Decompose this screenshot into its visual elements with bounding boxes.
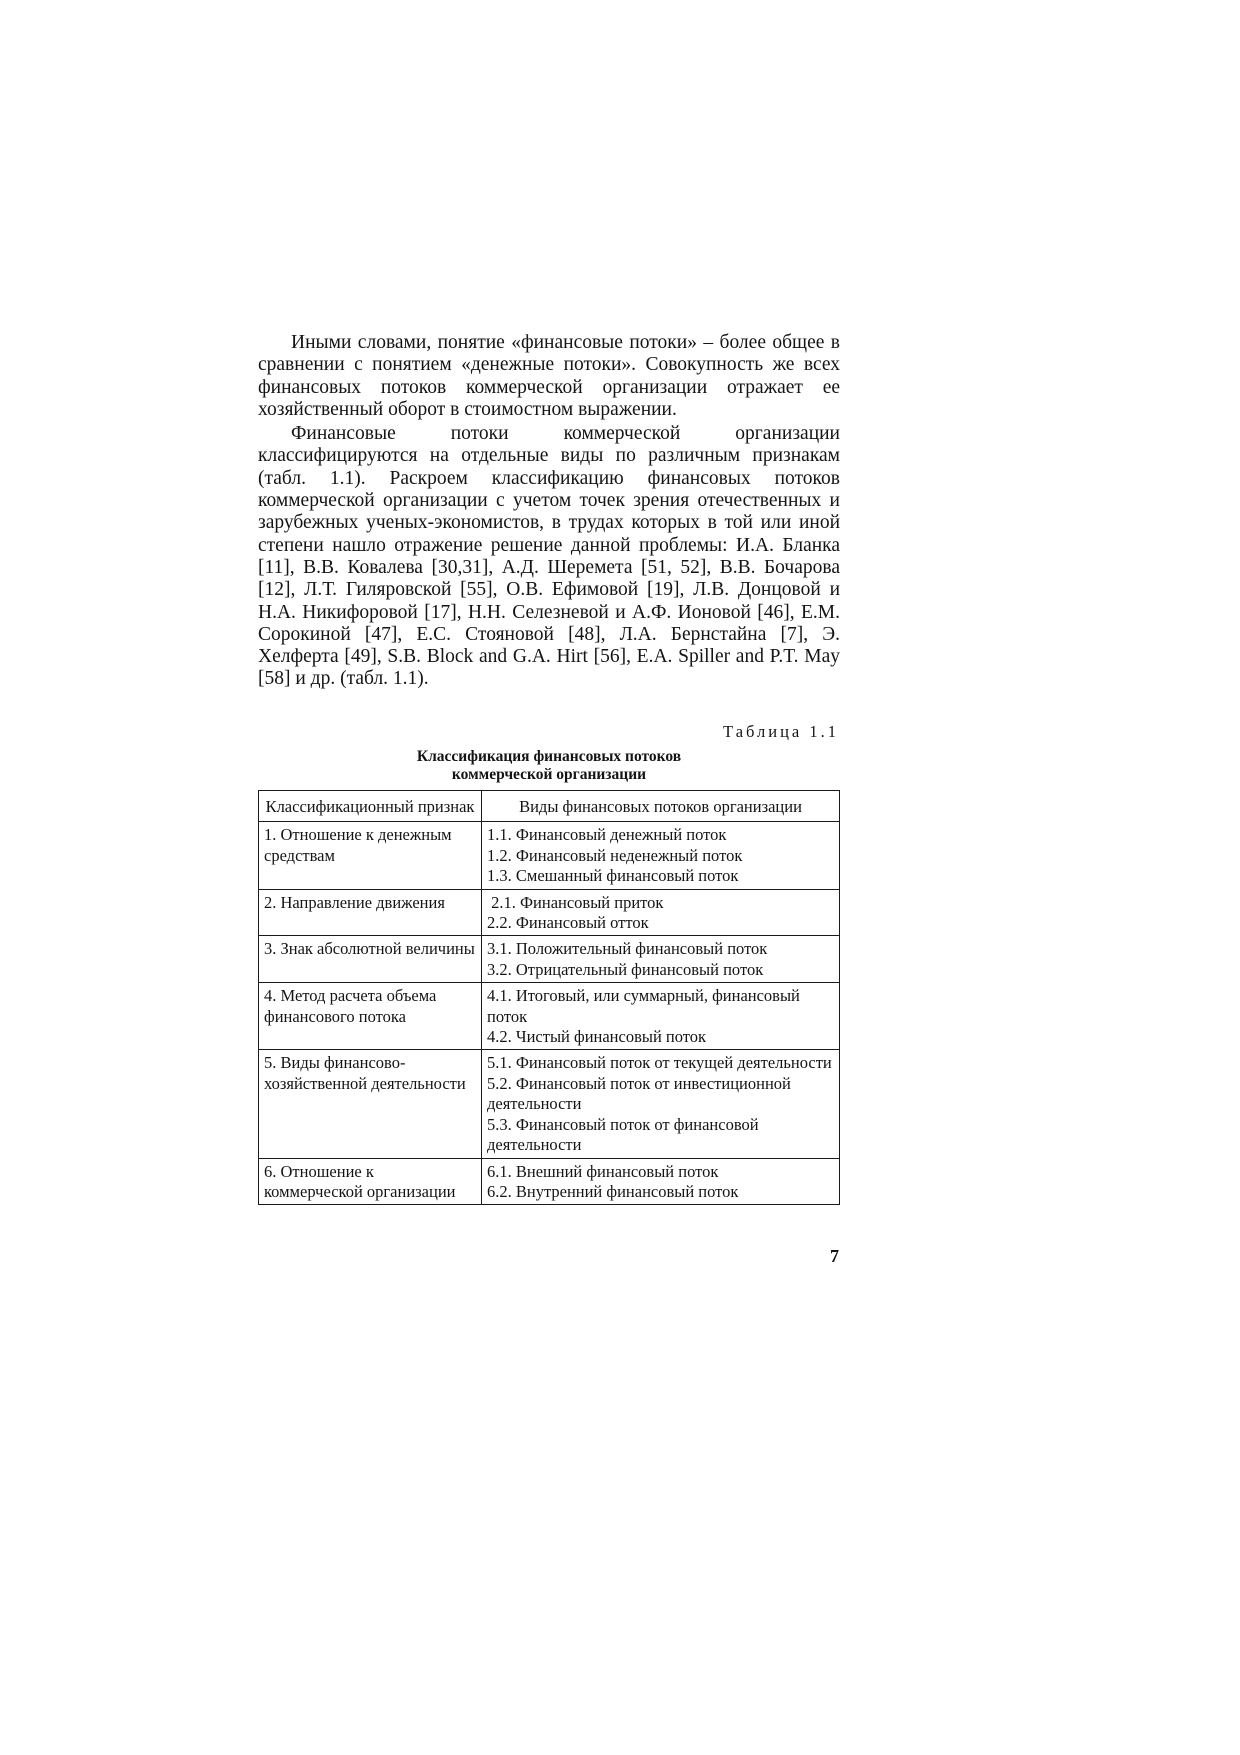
row-types bbox=[482, 889, 840, 936]
row-criterion: 3. Знак абсолютной величины bbox=[259, 936, 482, 983]
page-number: 7 bbox=[830, 1246, 839, 1266]
table-title-line-1: Классификация финансовых потоков bbox=[416, 748, 682, 765]
table-row bbox=[259, 1158, 840, 1205]
flow-type-item: 1.3. Смешанный финансовый поток bbox=[487, 866, 739, 886]
row-criterion: 5. Виды финансово-хозяйственной деятельности bbox=[259, 1050, 482, 1158]
table-row bbox=[259, 1050, 840, 1158]
row-types bbox=[482, 822, 840, 889]
flow-type-item: 5.2. Финансовый поток от инвестиционной деятельности bbox=[487, 1073, 791, 1114]
row-criterion: 4. Метод расчета объема финансового потока bbox=[259, 983, 482, 1050]
flow-type-item: 5.1. Финансовый поток от текущей деятельности bbox=[487, 1053, 832, 1073]
table-label: Таблица 1.1 bbox=[723, 722, 839, 741]
row-types bbox=[482, 1158, 840, 1205]
classification-table bbox=[258, 790, 840, 1205]
table-row bbox=[259, 936, 840, 983]
body-text bbox=[258, 332, 840, 691]
table-title-line-2: коммерческой организации bbox=[451, 766, 647, 783]
flow-type-item: 3.2. Отрицательный финансовый поток bbox=[487, 959, 764, 979]
header-flow-types: Виды финансовых потоков организации bbox=[482, 791, 840, 822]
paragraph-2: Финансовые потоки коммерческой организации классифицируются на отдельные виды по различным признакам (табл. 1.1). Раскроем классификацию финансовых потоков коммерческой организации с учетом точек зрения отечественных и зарубежных ученых-экономистов, в трудах которых в той или иной степени нашло отражение решение данной проблемы: И.А. Бланка [11], В.В. Ковалева [30,31], А.Д. Шеремета [51, 52], В.В. Бочарова [12], Л.Т. Гиляровской [55], О.В. Ефимовой [19], Л.В. Донцовой и Н.А. Никифоровой [17], Н.Н. Селезневой и А.Ф. Ионовой [46], Е.М. Сорокиной [47], Е.С. Стояновой [48], Л.А. Бернстайна [7], Э. Хелферта [49], S.B. Block and G.A. Hirt [56], E.A. Spiller and P.T. May [58] и др. (табл. 1.1). bbox=[258, 423, 840, 690]
flow-type-item: 1.2. Финансовый неденежный поток bbox=[487, 845, 743, 865]
row-criterion: 1. Отношение к денежным средствам bbox=[259, 822, 482, 889]
paragraph-1: Иными словами, понятие «финансовые потоки» – более общее в сравнении с понятием «денежные потоки». Совокупность же всех финансовых потоков коммерческой организации отражает ее хозяйственный оборот в стоимостном выражении. bbox=[258, 332, 840, 420]
table-row bbox=[259, 889, 840, 936]
row-criterion: 6. Отношение к коммерческой организации bbox=[259, 1158, 482, 1205]
flow-type-item: 3.1. Положительный финансовый поток bbox=[487, 939, 768, 959]
table-row bbox=[259, 983, 840, 1050]
table-title bbox=[258, 748, 840, 784]
flow-type-item: 6.1. Внешний финансовый поток bbox=[487, 1161, 719, 1181]
header-criterion: Классификационный признак bbox=[259, 791, 482, 822]
row-criterion: 2. Направление движения bbox=[259, 889, 482, 936]
flow-type-item: 2.1. Финансовый приток bbox=[487, 892, 664, 912]
flow-type-item: 4.2. Чистый финансовый поток bbox=[487, 1027, 707, 1047]
flow-type-item: 2.2. Финансовый отток bbox=[487, 913, 649, 933]
flow-type-item: 4.1. Итоговый, или суммарный, финансовый поток bbox=[487, 986, 800, 1026]
flow-type-item: 1.1. Финансовый денежный поток bbox=[487, 825, 727, 845]
row-types bbox=[482, 1050, 840, 1158]
table-header-row bbox=[259, 791, 840, 822]
table-row bbox=[259, 822, 840, 889]
row-types bbox=[482, 936, 840, 983]
flow-type-item: 5.3. Финансовый поток от финансовой деятельности bbox=[487, 1114, 759, 1155]
flow-type-item: 6.2. Внутренний финансовый поток bbox=[487, 1181, 739, 1201]
row-types bbox=[482, 983, 840, 1050]
